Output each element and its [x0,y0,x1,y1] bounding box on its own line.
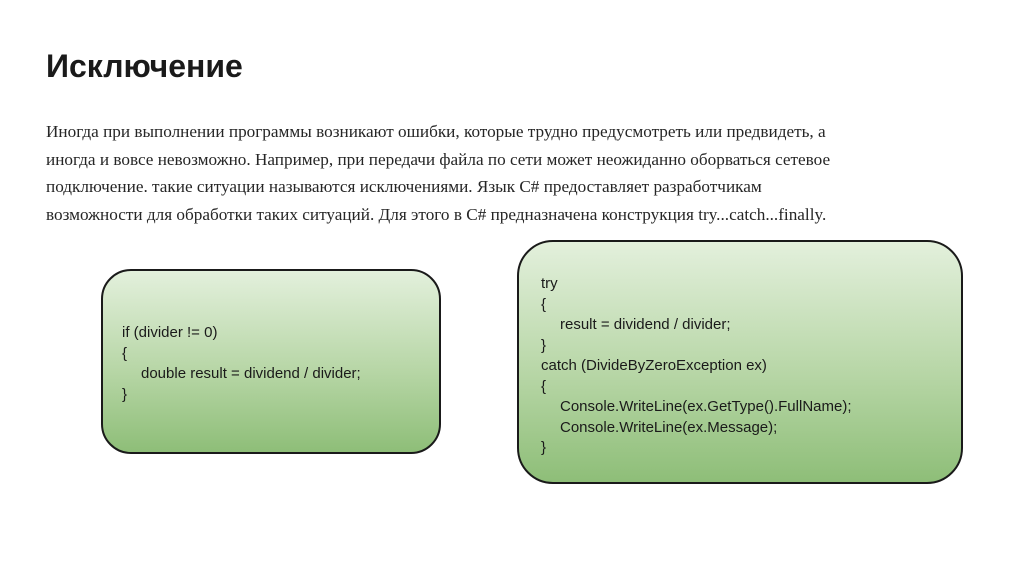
code-line: Console.WriteLine(ex.Message); [560,418,778,436]
code-line: if (divider != 0) [122,324,218,341]
code-box-try-catch [517,240,963,484]
paragraph-line: иногда и вовсе невозможно. Например, при передачи файла по сети может неожиданно оборваться сетевое [46,149,831,169]
code-box-if-check [101,269,441,454]
paragraph-line: подключение. такие ситуации называются исключениями. Язык C# предоставляет разработчикам [46,177,762,196]
code-line: } [122,385,128,403]
code-line: try [541,275,558,292]
code-line: { [541,377,547,395]
code-line: } [541,336,547,354]
code-line: } [541,439,547,456]
slide-title: Исключение [46,48,243,84]
code-line: { [122,344,128,362]
code-line: { [541,295,547,313]
body-paragraph [46,118,976,228]
code-line: catch (DivideByZeroException ex) [541,357,767,374]
code-line: double result = dividend / divider; [141,365,361,382]
paragraph-line: Иногда при выполнении программы возникают ошибки, которые трудно предусмотреть или предвидеть, а [46,122,826,141]
paragraph-line: возможности для обработки таких ситуаций. Для этого в C# предназначена конструкция try...catch...finally. [46,204,827,224]
code-line: Console.WriteLine(ex.GetType().FullName); [560,398,852,415]
code-line: result = dividend / divider; [560,316,731,333]
